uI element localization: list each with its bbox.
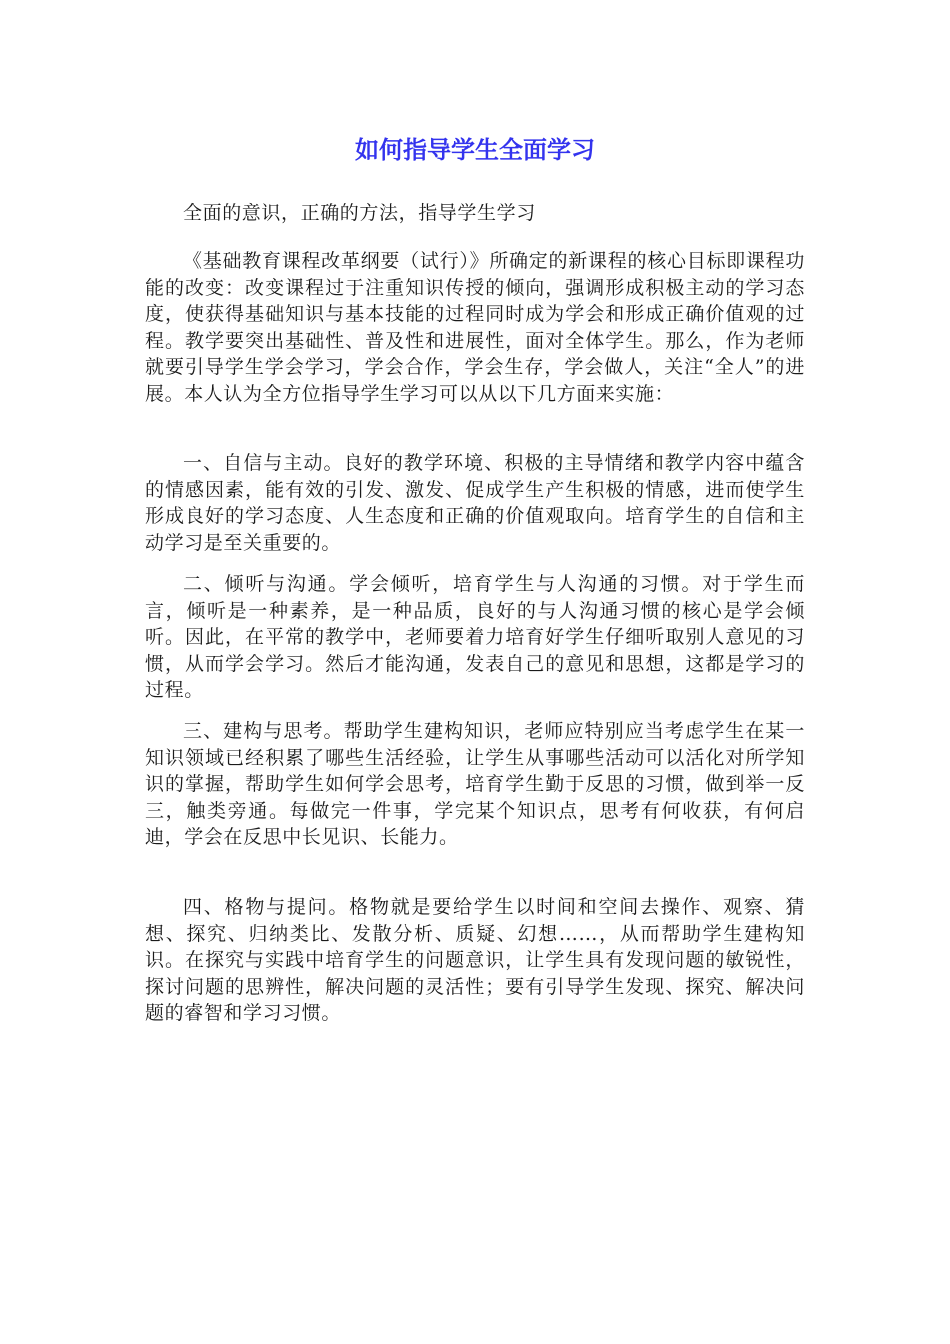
- paragraph-section-2: 二、倾听与沟通。学会倾听，培育学生与人沟通的习惯。对于学生而言，倾听是一种素养，是一种品质，良好的与人沟通习惯的核心是学会倾听。因此，在平常的教学中，老师要着力培育好学生仔细听取别人意见的习惯，从而学会学习。然后才能沟通，发表自己的意见和思想，这都是学习的过程。: [145, 573, 805, 702]
- paragraph-subtitle: 全面的意识，正确的方法，指导学生学习: [183, 202, 536, 224]
- paragraph-intro: 《基础教育课程改革纲要（试行）》所确定的新课程的核心目标即课程功能的改变：改变课程过于注重知识传授的倾向，强调形成积极主动的学习态度，使获得基础知识与基本技能的过程同时成为学会和形成正确价值观的过程。教学要突出基础性、普及性和进展性，面对全体学生。那么，作为老师就要引导学生学会学习，学会合作，学会生存，学会做人，关注“全人”的进展。本人认为全方位指导学生学习可以从以下几方面来实施：: [145, 250, 805, 405]
- paragraph-section-3: 三、建构与思考。帮助学生建构知识，老师应特别应当考虑学生在某一知识领域已经积累了哪些生活经验，让学生从事哪些活动可以活化对所学知识的掌握，帮助学生如何学会思考，培育学生勤于反思的习惯，做到举一反三，触类旁通。每做完一件事，学完某个知识点，思考有何收获，有何启迪，学会在反思中长见识、长能力。: [145, 720, 805, 849]
- document-title: 如何指导学生全面学习: [355, 136, 595, 164]
- paragraph-section-1: 一、自信与主动。良好的教学环境、积极的主导情绪和教学内容中蕴含的情感因素，能有效的引发、激发、促成学生产生积极的情感，进而使学生形成良好的学习态度、人生态度和正确的价值观取向。培育学生的自信和主动学习是至关重要的。: [145, 452, 805, 554]
- paragraph-section-4: 四、格物与提问。格物就是要给学生以时间和空间去操作、观察、猜想、探究、归纳类比、发散分析、质疑、幻想……，从而帮助学生建构知识。在探究与实践中培育学生的问题意识，让学生具有发现问题的敏锐性，探讨问题的思辨性，解决问题的灵活性；要有引导学生发现、探究、解决问题的睿智和学习习惯。: [145, 896, 805, 1025]
